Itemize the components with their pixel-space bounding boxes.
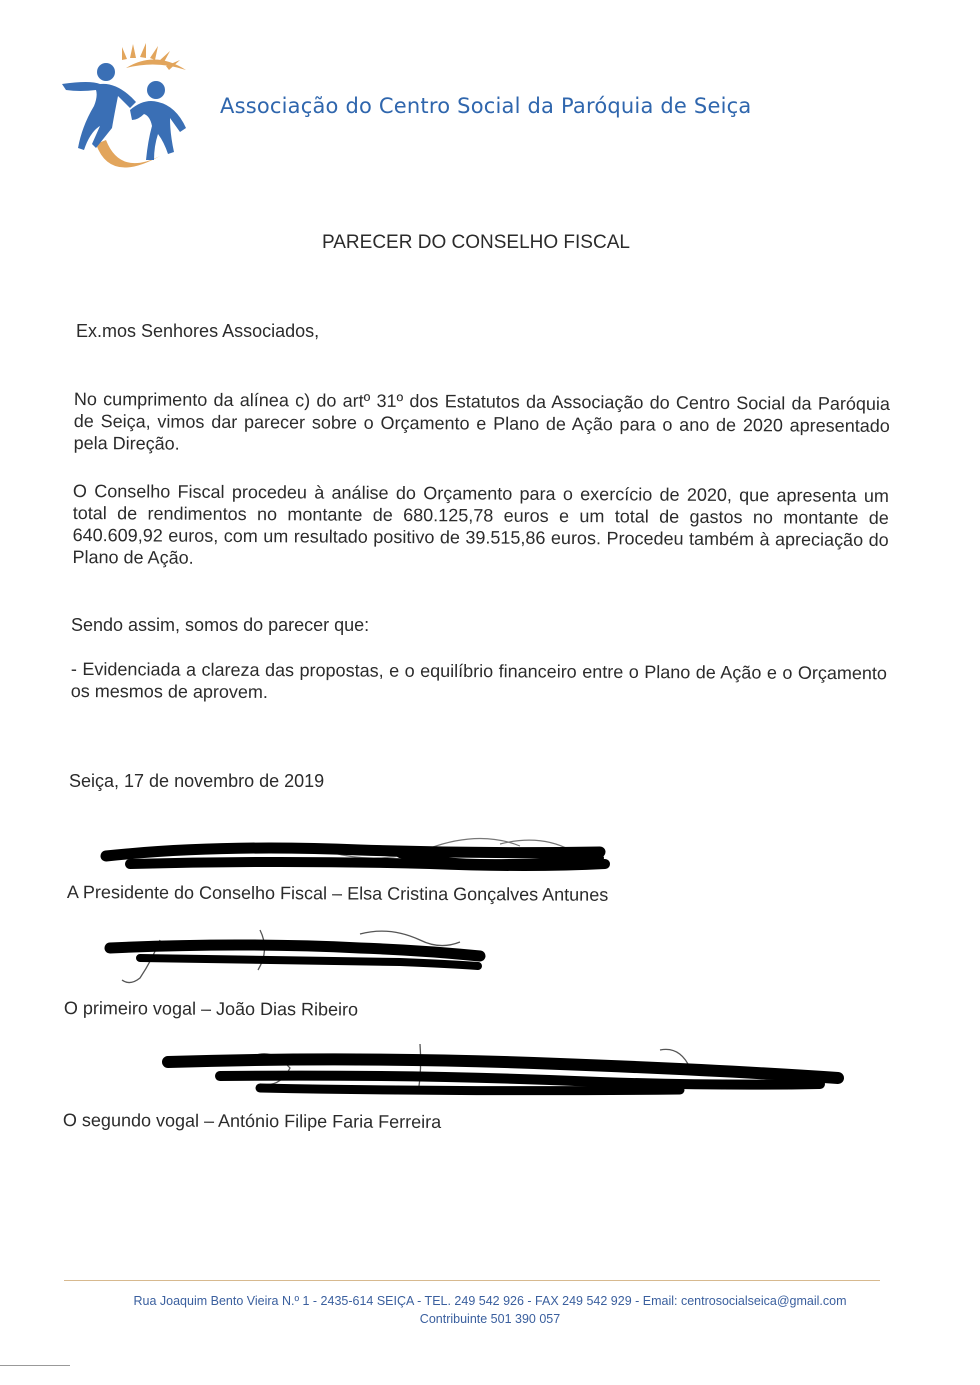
- page-edge-mark: [0, 1365, 70, 1366]
- signature-redaction-1: [100, 830, 620, 878]
- salutation: Ex.mos Senhores Associados,: [76, 321, 320, 341]
- logo-icon: [60, 36, 192, 178]
- paragraph-intro: No cumprimento da alínea c) do artº 31º dos Estatutos da Associação do Centro Social da Paróquia de Seiça, vimos dar parecer sobre o Orçamento e Plano de Ação para o ano de 2020 apresentado pela Direção.: [73, 388, 890, 454]
- signature-label-first-member: O primeiro vogal – João Dias Ribeiro: [63, 998, 359, 1020]
- paragraph-budget-analysis: O Conselho Fiscal procedeu à análise do Orçamento para o exercício de 2020, que apresenta um total de rendimentos no montante de 680.125,78 euros e um total de gastos no montante de 640.609,92 euros, com um resultado positivo de 39.515,86 euros. Procedeu também à apreciação do Plano de Ação.: [72, 480, 889, 568]
- signature-redaction-3: [160, 1038, 850, 1108]
- place-date: Seiça, 17 de novembro de 2019: [69, 771, 325, 791]
- footer-address: Rua Joaquim Bento Vieira N.º 1 - 2435-614 SEIÇA - TEL. 249 542 926 - FAX 249 542 929 - Email: centrosocialseica@gmail.com: [133, 1294, 847, 1308]
- paragraph-conclusion-lead: Sendo assim, somos do parecer que:: [71, 615, 370, 635]
- signature-redaction-2: [100, 920, 490, 990]
- signature-label-president: A Presidente do Conselho Fiscal – Elsa Cristina Gonçalves Antunes: [66, 882, 609, 905]
- document-title: PARECER DO CONSELHO FISCAL: [322, 232, 630, 253]
- paragraph-recommendation: - Evidenciada a clareza das propostas, e o equilíbrio financeiro entre o Plano de Ação e o Orçamento os mesmos de aprovem.: [70, 659, 887, 703]
- organization-name: Associação do Centro Social da Paróquia de Seiça: [220, 94, 752, 118]
- signature-label-second-member: O segundo vogal – António Filipe Faria Ferreira: [62, 1110, 442, 1132]
- footer-tax-number: Contribuinte 501 390 057: [419, 1312, 561, 1326]
- footer-divider: [64, 1280, 880, 1281]
